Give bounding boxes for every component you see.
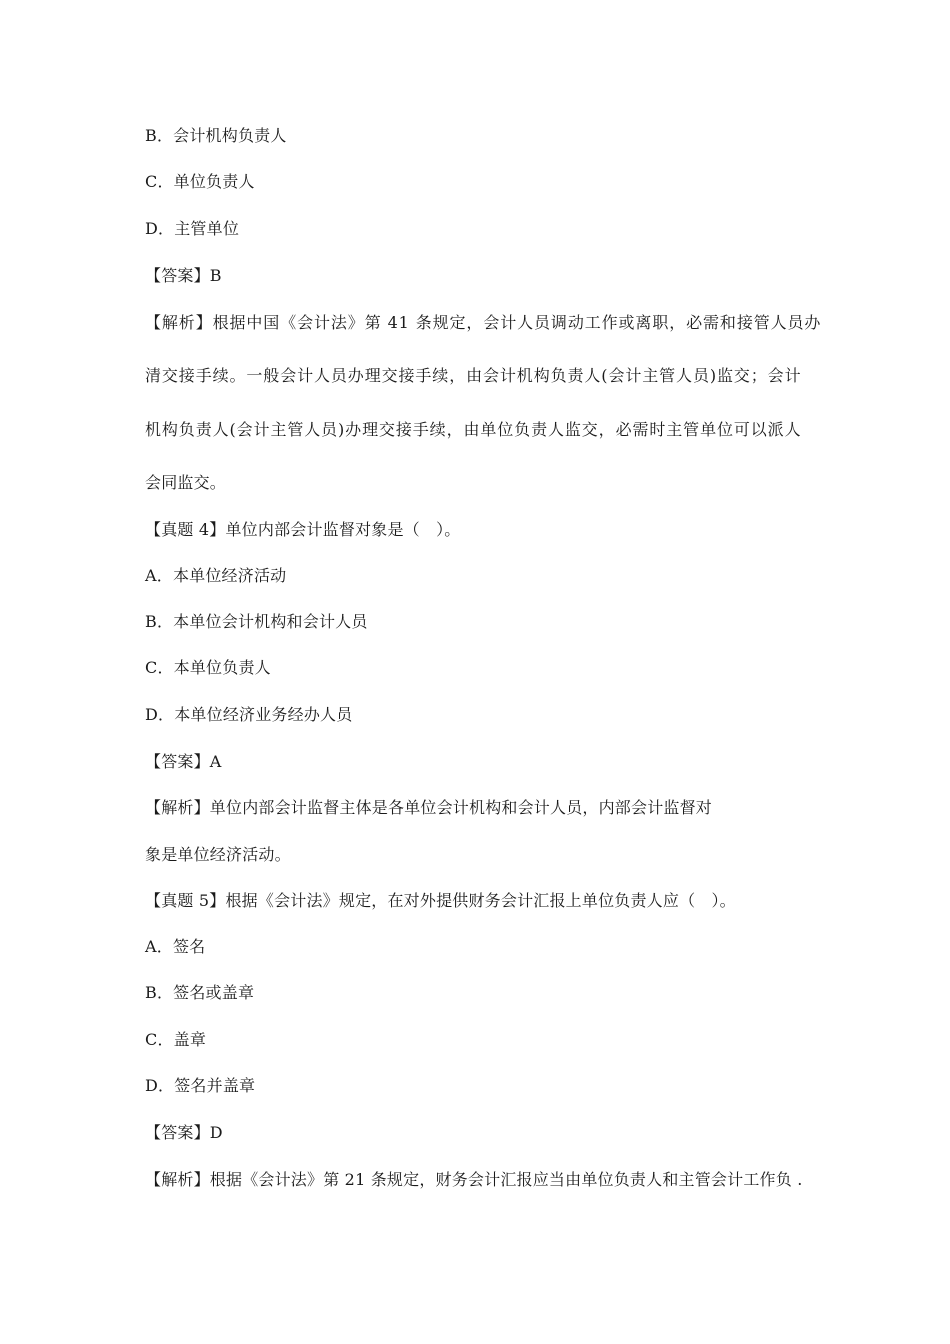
q4-analysis-line-2: 象是单位经济活动。 xyxy=(145,845,291,864)
q3-analysis-line-4: 会同监交。 xyxy=(145,473,227,492)
q3-option-d: D．主管单位 xyxy=(145,219,240,238)
q3-answer: 【答案】B xyxy=(145,266,222,285)
q3-analysis-line-3: 机构负责人(会计主管人员)办理交接手续，由单位负责人监交，必需时主管单位可以派人 xyxy=(145,420,802,439)
q4-analysis-line-1: 【解析】单位内部会计监督主体是各单位会计机构和会计人员，内部会计监督对 xyxy=(145,798,713,817)
q5-option-c: C．盖章 xyxy=(145,1030,207,1049)
q5-question: 【真题 5】根据《会计法》规定，在对外提供财务会计汇报上单位负责人应（ ）。 xyxy=(145,891,736,910)
q4-option-d: D．本单位经济业务经办人员 xyxy=(145,705,353,724)
q4-question: 【真题 4】单位内部会计监督对象是（ ）。 xyxy=(145,520,461,539)
q5-analysis-line-1: 【解析】根据《会计法》第 21 条规定，财务会计汇报应当由单位负责人和主管会计工作负 . xyxy=(145,1170,803,1189)
q4-answer: 【答案】A xyxy=(145,752,222,771)
q3-option-b: B．会计机构负责人 xyxy=(145,126,287,145)
q4-option-b: B．本单位会计机构和会计人员 xyxy=(145,612,368,631)
q3-analysis-line-2: 清交接手续。一般会计人员办理交接手续，由会计机构负责人(会计主管人员)监交；会计 xyxy=(145,366,802,385)
q5-option-d: D．签名并盖章 xyxy=(145,1076,256,1095)
q3-analysis-line-1: 【解析】根据中国《会计法》第 41 条规定，会计人员调动工作或离职，必需和接管人员办 xyxy=(145,313,822,332)
q5-option-b: B．签名或盖章 xyxy=(145,983,255,1002)
q3-option-c: C．单位负责人 xyxy=(145,172,255,191)
q5-option-a: A．签名 xyxy=(145,937,206,956)
q4-option-c: C．本单位负责人 xyxy=(145,658,271,677)
q4-option-a: A．本单位经济活动 xyxy=(145,566,287,585)
q5-answer: 【答案】D xyxy=(145,1123,223,1142)
